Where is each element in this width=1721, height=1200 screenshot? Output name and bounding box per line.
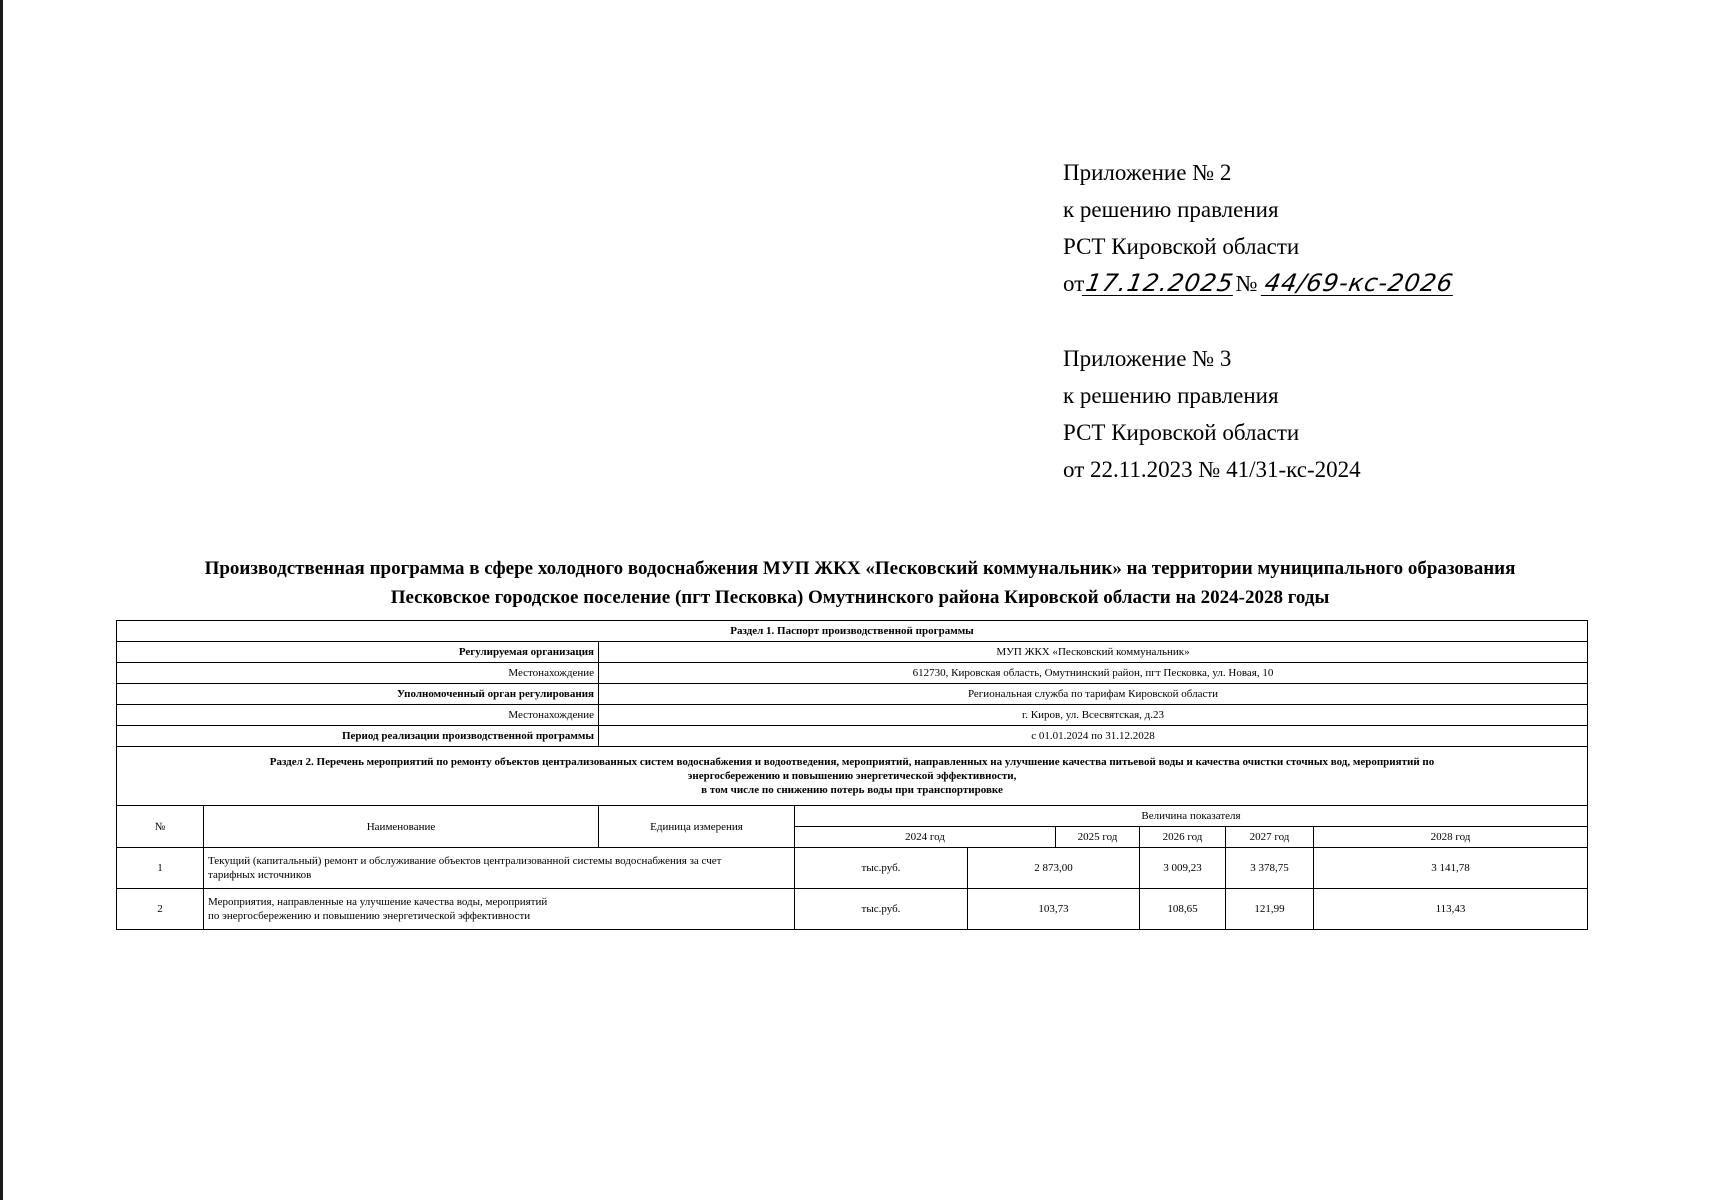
row-value: 3 141,78 — [1314, 848, 1588, 889]
row-unit: тыс.руб. — [795, 889, 968, 930]
section2-header-line2: энергосбережению и повышению энергетической эффективности, — [687, 770, 1017, 782]
passport-label: Местонахождение — [117, 705, 599, 726]
appendix-2-date-line — [1063, 265, 1456, 302]
document-title-line2: Песковское городское поселение (пгт Песковка) Омутнинского района Кировской области на 2024-2028 годы — [390, 587, 1330, 608]
document-title-line1: Производственная программа в сфере холодного водоснабжения МУП ЖКХ «Песковский коммунальник» на территории муниципального образования — [204, 558, 1516, 579]
appendix-3-block — [1063, 340, 1361, 488]
row-unit: тыс.руб. — [795, 848, 968, 889]
row-value: 103,73 — [968, 889, 1140, 930]
column-header-year: 2028 год — [1314, 827, 1588, 848]
document-title — [100, 554, 1620, 612]
column-header-num: № — [117, 806, 204, 848]
production-program-table — [116, 620, 1588, 930]
row-value: 3 378,75 — [1226, 848, 1314, 889]
appendix-2-number-sign: № — [1235, 271, 1258, 296]
passport-row — [117, 726, 1588, 747]
passport-row — [117, 705, 1588, 726]
passport-label: Период реализации производственной программы — [117, 726, 599, 747]
row-number: 1 — [117, 848, 204, 889]
passport-label: Регулируемая организация — [117, 642, 599, 663]
passport-value: Региональная служба по тарифам Кировской области — [599, 684, 1588, 705]
appendix-2-line2: к решению правления — [1063, 197, 1279, 222]
appendix-2-block — [1063, 154, 1456, 302]
table-row — [117, 889, 1588, 930]
row-value: 2 873,00 — [968, 848, 1140, 889]
column-header-name: Наименование — [204, 806, 599, 848]
passport-value: 612730, Кировская область, Омутнинский район, пгт Песковка, ул. Новая, 10 — [599, 663, 1588, 684]
row-value: 3 009,23 — [1140, 848, 1226, 889]
appendix-2-date-prefix: от — [1063, 271, 1085, 296]
passport-row — [117, 663, 1588, 684]
appendix-3-line2: к решению правления — [1063, 383, 1279, 408]
row-number: 2 — [117, 889, 204, 930]
column-header-year: 2025 год — [1056, 827, 1140, 848]
appendix-2-title: Приложение № 2 — [1063, 160, 1232, 185]
row-name — [204, 889, 795, 930]
row-name-line2: по энергосбережению и повышению энергетической эффективности — [208, 910, 531, 922]
row-value: 108,65 — [1140, 889, 1226, 930]
passport-row — [117, 684, 1588, 705]
appendix-3-title: Приложение № 3 — [1063, 346, 1232, 371]
handwritten-number: 44/69-кс-2026 — [1262, 269, 1457, 297]
row-name-line2: тарифных источников — [208, 869, 312, 881]
row-name-line1: Мероприятия, направленные на улучшение качества воды, мероприятий — [208, 896, 548, 908]
column-header-year: 2027 год — [1226, 827, 1314, 848]
passport-label: Уполномоченный орган регулирования — [117, 684, 599, 705]
section2-header-line3: в том числе по снижению потерь воды при транспортировке — [701, 784, 1003, 796]
passport-row — [117, 642, 1588, 663]
column-header-year: 2026 год — [1140, 827, 1226, 848]
column-header-year: 2024 год — [795, 827, 1056, 848]
passport-value: г. Киров, ул. Всесвятская, д.23 — [599, 705, 1588, 726]
handwritten-date: 17.12.2025 — [1083, 269, 1237, 297]
section2-header-line1: Раздел 2. Перечень мероприятий по ремонту объектов централизованных систем водоснабжения и водоотведения, мероприятий, направленных на улучшение качества питьевой воды и качества очистки сточных вод, мероприятий по — [269, 756, 1435, 768]
section1-header: Раздел 1. Паспорт производственной программы — [117, 621, 1588, 642]
column-header-unit: Единица измерения — [599, 806, 795, 848]
appendix-3-line4: от 22.11.2023 № 41/31-кс-2024 — [1063, 457, 1361, 482]
column-header-indicator: Величина показателя — [795, 806, 1588, 827]
scan-edge — [0, 0, 3, 1200]
row-value: 113,43 — [1314, 889, 1588, 930]
passport-value: с 01.01.2024 по 31.12.2028 — [599, 726, 1588, 747]
table-row — [117, 848, 1588, 889]
passport-value: МУП ЖКХ «Песковский коммунальник» — [599, 642, 1588, 663]
row-name — [204, 848, 795, 889]
appendix-3-line3: РСТ Кировской области — [1063, 420, 1300, 445]
row-name-line1: Текущий (капитальный) ремонт и обслуживание объектов централизованной системы водоснабжения за счет — [208, 855, 722, 867]
section2-header — [117, 747, 1588, 806]
appendix-2-line3: РСТ Кировской области — [1063, 234, 1300, 259]
passport-label: Местонахождение — [117, 663, 599, 684]
row-value: 121,99 — [1226, 889, 1314, 930]
